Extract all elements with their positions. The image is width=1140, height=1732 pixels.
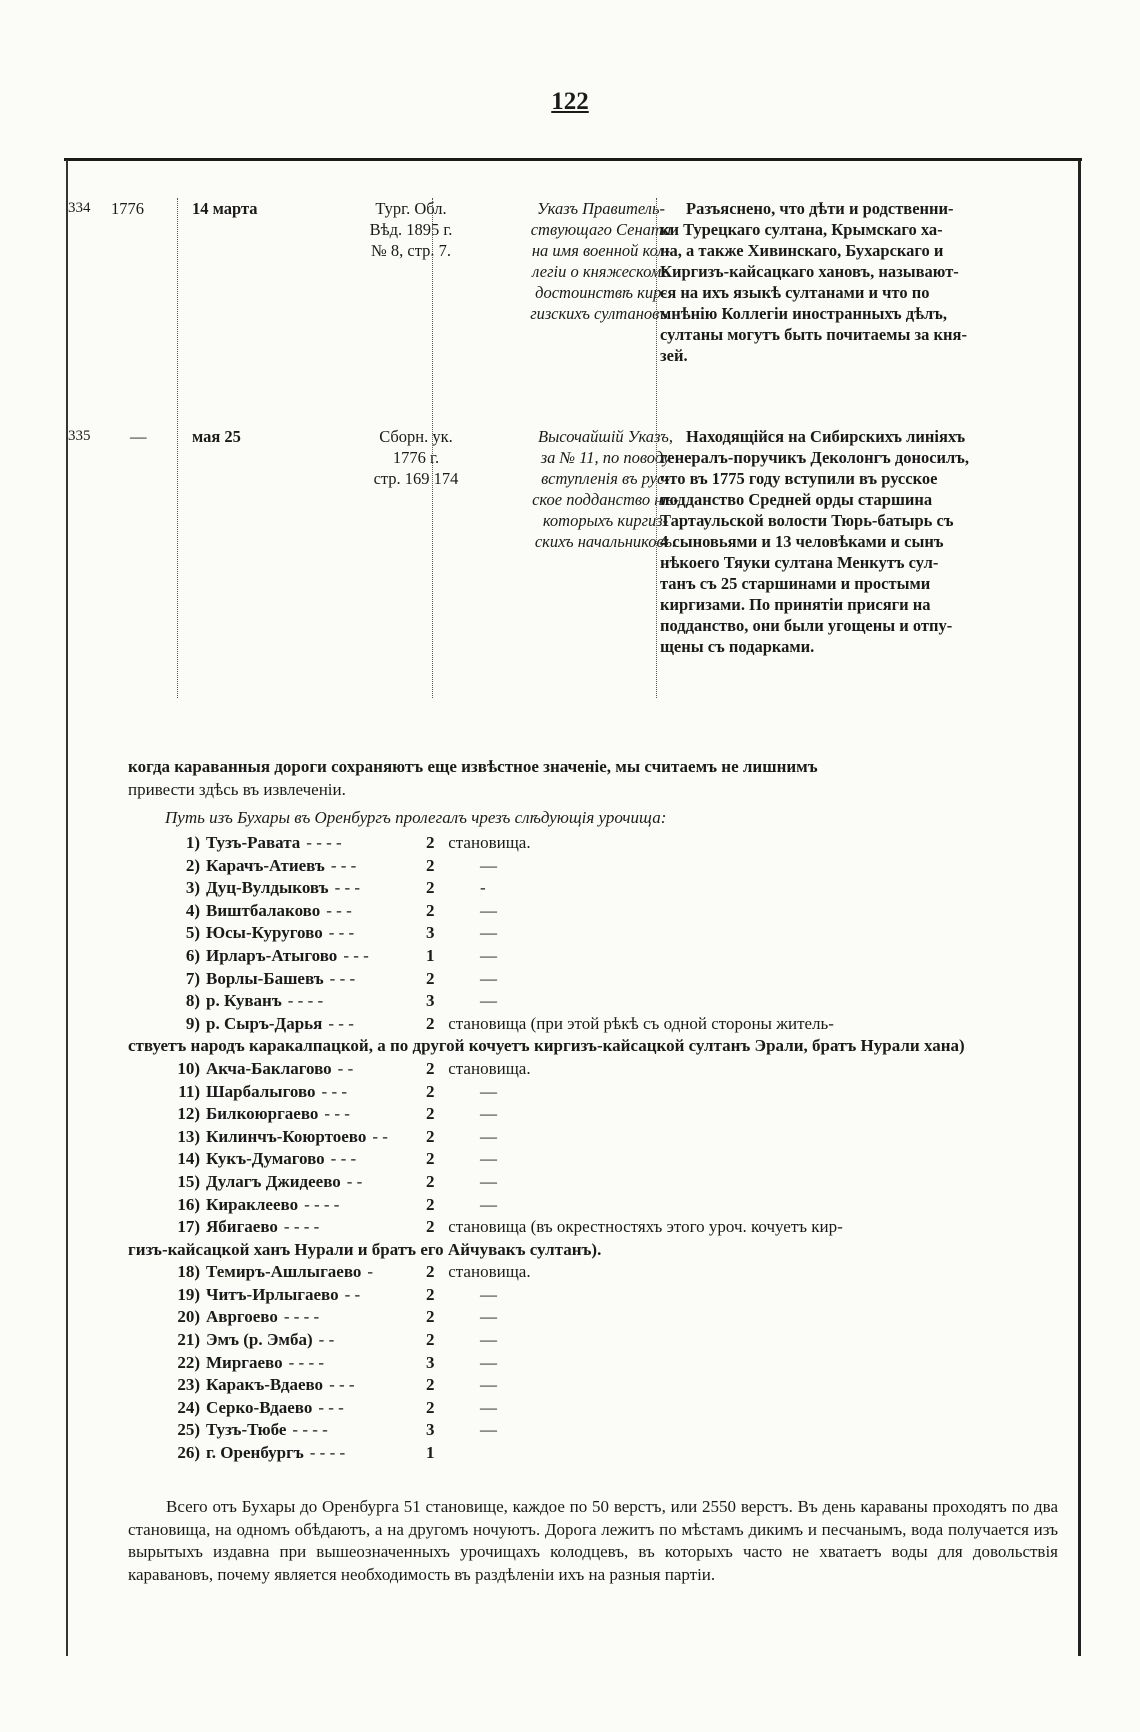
route-item: 9) р. Сыръ-Дарья - - - 2 становища (при этой рѣкѣ съ одной стороны житель- (185, 1013, 834, 1033)
left-frame-line (66, 160, 68, 1656)
leader-dots: - - - - (283, 1307, 320, 1327)
column-separator (656, 198, 657, 698)
right-frame-line (1078, 160, 1081, 1656)
route-item: 17) Ябигаево - - - - 2 становища (въ окрестностяхъ этого уроч. кочуетъ кир- (177, 1217, 843, 1237)
route-item: 26) г. Оренбургъ - - - - 1 (177, 1443, 435, 1463)
route-title: Путь изъ Бухары въ Оренбургъ пролегалъ чрезъ слѣдующія урочища: (165, 808, 667, 827)
route-item: 4) Виштбалаково - - - 2 — (185, 900, 497, 920)
conclusion-paragraph: Всего отъ Бухары до Оренбурга 51 становище, каждое по 50 верстъ, или 2550 верстъ. Въ день караваны проходятъ по два становища, на одномъ обѣдаютъ, а на другомъ ночуютъ. Дорога лежитъ по мѣстамъ дикимъ и песчанымъ, вода получается изъ вырытыхъ издавна при вышеозначенныхъ урочищахъ колодцевъ, въ которыхъ часто не хватаетъ воды для довольствія каравановъ, почему является необходимость въ раздѣленіи ихъ на разныя партіи. (128, 1497, 1058, 1584)
route-item: 15) Дулагъ Джидеево - - 2 — (177, 1171, 497, 1191)
leader-dots: - - - (330, 1149, 357, 1169)
header-rule (64, 158, 1082, 161)
entry-title: Указъ Правитель- ствующаго Сената на имя военной кол- легіи о княжескомъ достоинствѣ кир- гизскихъ султановъ. (530, 199, 672, 323)
route-item: 12) Билкоюргаево - - - 2 — (177, 1104, 497, 1124)
column-separator (177, 198, 178, 698)
leader-dots: - - (318, 1330, 335, 1350)
leader-dots: - - - - (304, 1194, 340, 1214)
leader-dots: - - - - (288, 1352, 325, 1372)
leader-dots: - - - (334, 878, 361, 898)
page-number: 122 (551, 88, 589, 115)
leader-dots: - - - - (292, 1420, 328, 1440)
leader-dots: - - - (328, 1013, 354, 1033)
leader-dots: - - (346, 1171, 363, 1191)
route-item: 16) Кираклеево - - - - 2 — (177, 1194, 497, 1214)
entry-source: Сборн. ук. 1776 г. стр. 169 174 (373, 427, 459, 488)
entry-date: 14 марта (192, 199, 258, 218)
route-item: 18) Темиръ-Ашлыгаево - 2 становища. (177, 1262, 531, 1282)
leader-dots: - - - (321, 1081, 348, 1101)
leader-dots: - - - (326, 900, 352, 920)
route-item: 19) Читъ-Ирлыгаево - - 2 — (177, 1284, 497, 1304)
route-item: 20) Авргоево - - - - 2 — (177, 1307, 497, 1327)
leader-dots: - - - (328, 923, 355, 943)
entry-id: 334 (68, 200, 91, 216)
route-item: 14) Кукъ-Думагово - - - 2 — (177, 1149, 497, 1169)
route-item: 22) Миргаево - - - - 3 — (177, 1352, 497, 1372)
leader-dots: - - - - (283, 1217, 320, 1237)
route-item: 1) Тузъ-Равата - - - - 2 становища. (185, 833, 531, 852)
leader-dots: - - - (343, 945, 369, 965)
entry-year: 1776 (111, 199, 144, 218)
entry-date: мая 25 (192, 427, 241, 446)
entry-source: Тург. Обл. Вѣд. 1895 г. № 8, стр. 7. (369, 199, 453, 260)
intro-paragraph: когда караванныя дороги сохраняютъ еще извѣстное значеніе, мы считаемъ не лишнимъ привести здѣсь въ извлеченіи. (128, 757, 818, 799)
entry-text: Находящійся на Сибирскихъ линіяхъ генералъ-поручикъ Деколонгъ доносилъ, что въ 1775 году вступили въ русское подданство Средней орды старшина Тартаульской волости Тюрь-батырь съ 4 сыновьями и 13 человѣками и сынъ нѣкоего Тяуки султана Менкутъ сул- танъ съ 25 старшинами и простыми киргизами. По принятіи присяги на подданство, они были угощены и отпу- щены съ подарками. (660, 427, 970, 656)
route-list (128, 832, 1062, 1465)
leader-dots: - - - - (309, 1443, 346, 1463)
leader-dots: - - - (329, 1375, 355, 1395)
leader-dots: - - (344, 1284, 361, 1304)
leader-dots: - - (337, 1058, 354, 1078)
leader-dots: - - - (324, 1104, 350, 1124)
route-item: 11) Шарбалыгово - - - 2 — (178, 1081, 497, 1101)
leader-dots: - - - (330, 855, 357, 875)
route-item: 10) Акча-Баклагово - - 2 становища. (177, 1058, 531, 1078)
leader-dots: - (367, 1262, 374, 1282)
route-item: 23) Каракъ-Вдаево - - - 2 — (177, 1375, 497, 1395)
route-note: ствуетъ народъ каракалпацкой, а по другой кочуетъ киргизъ-кайсацкой султанъ Эрали, братъ Нурали хана) (128, 1036, 965, 1056)
entry-year: — (130, 427, 147, 446)
route-note: гизъ-кайсацкой ханъ Нурали и братъ его Айчувакъ султанъ). (128, 1239, 602, 1259)
route-item: 8) р. Куванъ - - - - 3 — (185, 991, 497, 1011)
entry-text: Разъяснено, что дѣти и родственни- ки Турецкаго султана, Крымскаго ха- на, а также Хивинскаго, Бухарскаго и Киргизъ-кайсацкаго хановъ, называют- ся на ихъ языкѣ султанами и что по мнѣнію Коллегіи иностранныхъ дѣлъ, султаны могутъ быть почитаемы за кня- зей. (660, 199, 967, 365)
route-item: 5) Юсы-Куругово - - - 3 — (185, 923, 497, 943)
leader-dots: - - - (318, 1397, 344, 1417)
route-item: 21) Эмъ (р. Эмба) - - 2 — (177, 1330, 497, 1350)
route-item: 24) Серко-Вдаево - - - 2 — (177, 1397, 497, 1417)
route-item: 13) Килинчъ-Коюртоево - - 2 — (177, 1126, 497, 1146)
route-item: 6) Ирларъ-Атыгово - - - 1 — (185, 945, 497, 965)
leader-dots: - - (372, 1126, 388, 1146)
route-item: 25) Тузъ-Тюбе - - - - 3 — (177, 1420, 497, 1440)
route-item: 2) Карачъ-Атиевъ - - - 2 — (185, 855, 497, 875)
leader-dots: - - - - (306, 833, 342, 852)
route-item: 7) Ворлы-Башевъ - - - 2 — (185, 968, 497, 988)
column-separator (432, 198, 433, 698)
entry-id: 335 (68, 428, 91, 444)
leader-dots: - - - (329, 968, 356, 988)
entry-title: Высочайшій Указъ, за № 11, по поводу вступленія въ рус- ское подданство нѣ- которыхъ киргиз- скихъ начальниковъ. (532, 427, 679, 551)
leader-dots: - - - - (287, 991, 324, 1011)
route-item: 3) Дуц-Вулдыковъ - - - 2 - (185, 878, 486, 898)
